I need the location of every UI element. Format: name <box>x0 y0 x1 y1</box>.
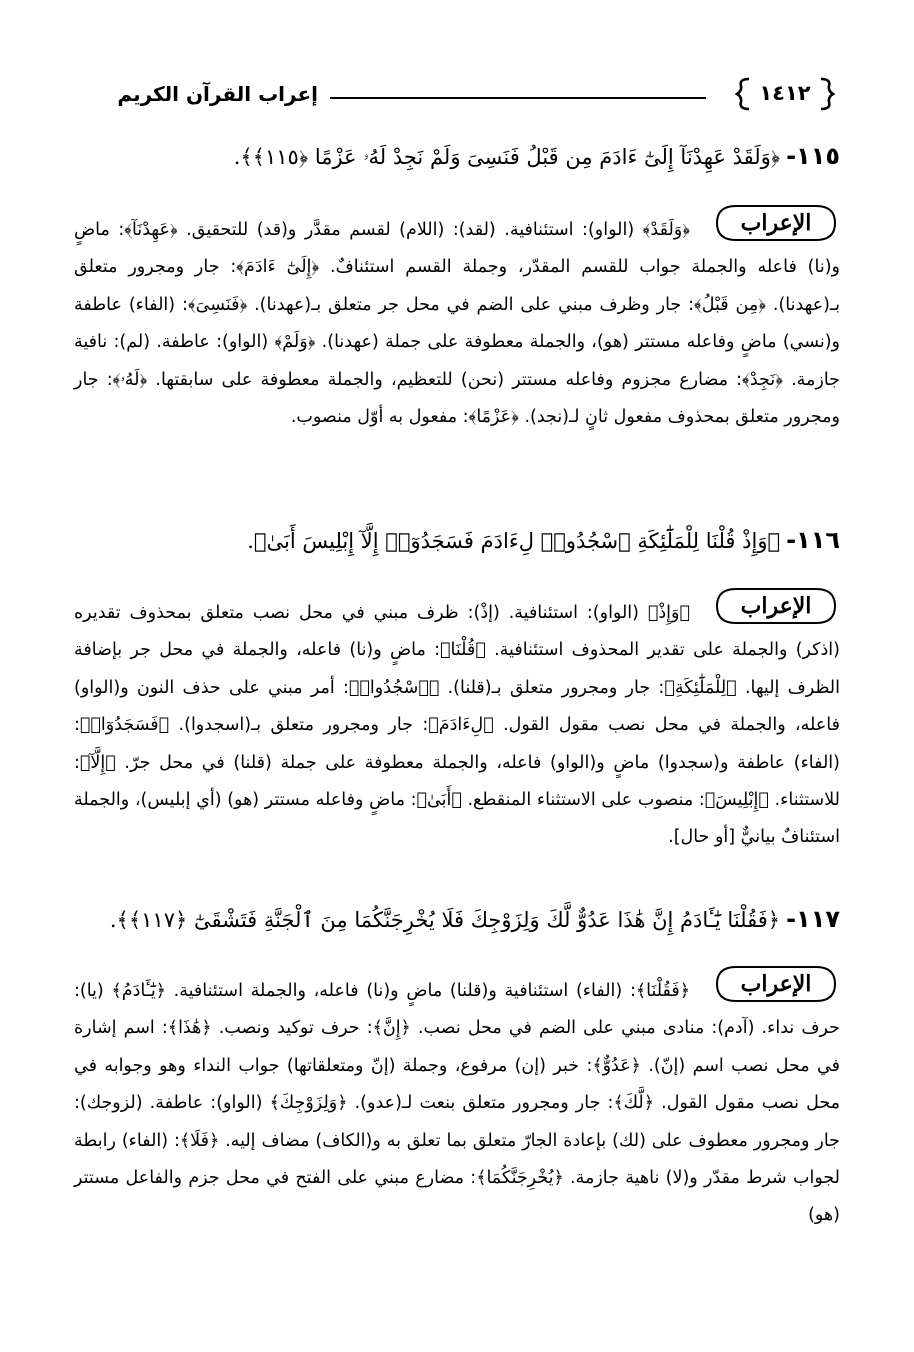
irab-label: الإعراب <box>740 210 812 236</box>
irab-paragraph <box>74 595 840 857</box>
irab-label: الإعراب <box>740 971 812 997</box>
page-number: ١٤١٢ <box>759 81 811 105</box>
verse-text: ﴿فَقُلْنَا يَٰٓـَٔادَمُ إِنَّ هَٰذَا عَدُوٌّ لَّكَ وَلِزَوْجِكَ فَلَا يُخْرِجَنَّكُمَا مِنَ ٱلْجَنَّةِ فَتَشْقَىٰٓ ﴿١١٧﴾﴾. <box>109 908 781 932</box>
irab-text: ﴿وَإِذْ﴾ (الواو): استئنافية. (إذْ): ظرف مبني في محل نصب متعلق بمحذوف تقديره (اذكر) والجملة على تقدير المحذوف استئنافية. ﴿قُلْنَا﴾: ماضٍ و(نا) فاعله، والجملة في محل جر بإضافة الظرف إليها. ﴿لِلْمَلَٰٓئِكَةِ﴾: جار ومجرور متعلق بـ(قلنا). ﴿ٱسْجُدُوا۟﴾: أمر مبني على حذف النون و(الواو) فاعله، والجملة في محل نصب مقول القول. ﴿لِءَادَمَ﴾: جار ومجرور متعلق بـ(اسجدوا). ﴿فَسَجَدُوٓا۟﴾: (الفاء) عاطفة و(سجدوا) ماضٍ و(الواو) فاعله، والجملة معطوفة على جملة (قلنا) في محل جرّ. ﴿إِلَّآ﴾: للاستثناء. ﴿إِبْلِيسَ﴾: منصوب على الاستثناء المنقطع. ﴿أَبَىٰ﴾: ماضٍ وفاعله مستتر (هو) (أي إبليس)، والجملة استئنافٌ بيانيٌّ [أو حال]. <box>74 603 840 848</box>
page-number-frame <box>735 76 835 112</box>
header-rule <box>330 97 706 99</box>
verse-text: ﴿وَإِذْ قُلْنَا لِلْمَلَٰٓئِكَةِ ٱسْجُدُوا۟ لِءَادَمَ فَسَجَدُوٓا۟ إِلَّآ إِبْلِيسَ أَبَىٰ﴾. <box>247 529 781 553</box>
verse-number: ١١٦- <box>786 526 840 554</box>
irab-paragraph <box>74 212 840 436</box>
verse-number: ١١٧- <box>786 905 840 933</box>
irab-paragraph <box>74 973 840 1235</box>
verse-line <box>109 905 840 933</box>
verse-line <box>150 526 840 554</box>
irab-text: ﴿وَلَقَدْ﴾ (الواو): استئنافية. (لقد): (اللام) لقسم مقدَّر و(قد) للتحقيق. ﴿عَهِدْنَآ﴾: ماضٍ و(نا) فاعله والجملة جواب للقسم المقدّر، وجملة القسم استئنافٌ. ﴿إِلَىٰٓ ءَادَمَ﴾: جار ومجرور متعلق بـ(عهدنا). ﴿مِن قَبْلُ﴾: جار وظرف مبني على الضم في محل جر متعلق بـ(عهدنا). ﴿فَنَسِىَ﴾: (الفاء) عاطفة و(نسي) ماضٍ وفاعله مستتر (هو)، والجملة معطوفة على جملة (عهدنا). ﴿وَلَمْ﴾ (الواو): عاطفة. (لم): نافية جازمة. ﴿نَجِدْ﴾: مضارع مجزوم وفاعله مستتر (نحن) للتعظيم، والجملة معطوفة على سابقتها. ﴿لَهُۥ﴾: جار ومجرور متعلق بمحذوف مفعول ثانٍ لـ(نجد). ﴿عَزْمًا﴾: مفعول به أوّل منصوب. <box>74 220 840 428</box>
verse-number: ١١٥- <box>786 142 840 170</box>
verse-text: ﴿وَلَقَدْ عَهِدْنَآ إِلَىٰٓ ءَادَمَ مِن قَبْلُ فَنَسِىَ وَلَمْ نَجِدْ لَهُۥ عَزْمًا ﴿١١٥﴾﴾. <box>233 145 781 169</box>
irab-label: الإعراب <box>740 593 812 619</box>
irab-text: ﴿فَقُلْنَا﴾: (الفاء) استئنافية و(قلنا) ماضٍ و(نا) فاعله، والجملة استئنافية. ﴿يَٰٓـَٔادَمُ﴾ (يا): حرف نداء. (آدم): منادى مبني على الضم في محل نصب. ﴿إِنَّ﴾: حرف توكيد ونصب. ﴿هَٰذَا﴾: اسم إشارة في محل نصب اسم (إنّ). ﴿عَدُوٌّ﴾: خبر (إن) مرفوع، وجملة (إنّ ومتعلقاتها) جواب النداء وهو وجوابه في محل نصب مقول القول. ﴿لَّكَ﴾: جار ومجرور متعلق بنعت لـ(عدو). ﴿وَلِزَوْجِكَ﴾ (الواو): عاطفة. (لزوجك): جار ومجرور معطوف على (لك) بإعادة الجارّ متعلق بما تعلق به و(الكاف) مضاف إليه. ﴿فَلَا﴾: (الفاء) رابطة لجواب شرط مقدّر و(لا) ناهية جازمة. ﴿يُخْرِجَنَّكُمَا﴾: مضارع مبني على الفتح في محل جزم والفاعل مستتر (هو) <box>74 981 840 1226</box>
book-title: إعراب القرآن الكريم <box>117 82 318 106</box>
verse-line <box>150 142 840 170</box>
